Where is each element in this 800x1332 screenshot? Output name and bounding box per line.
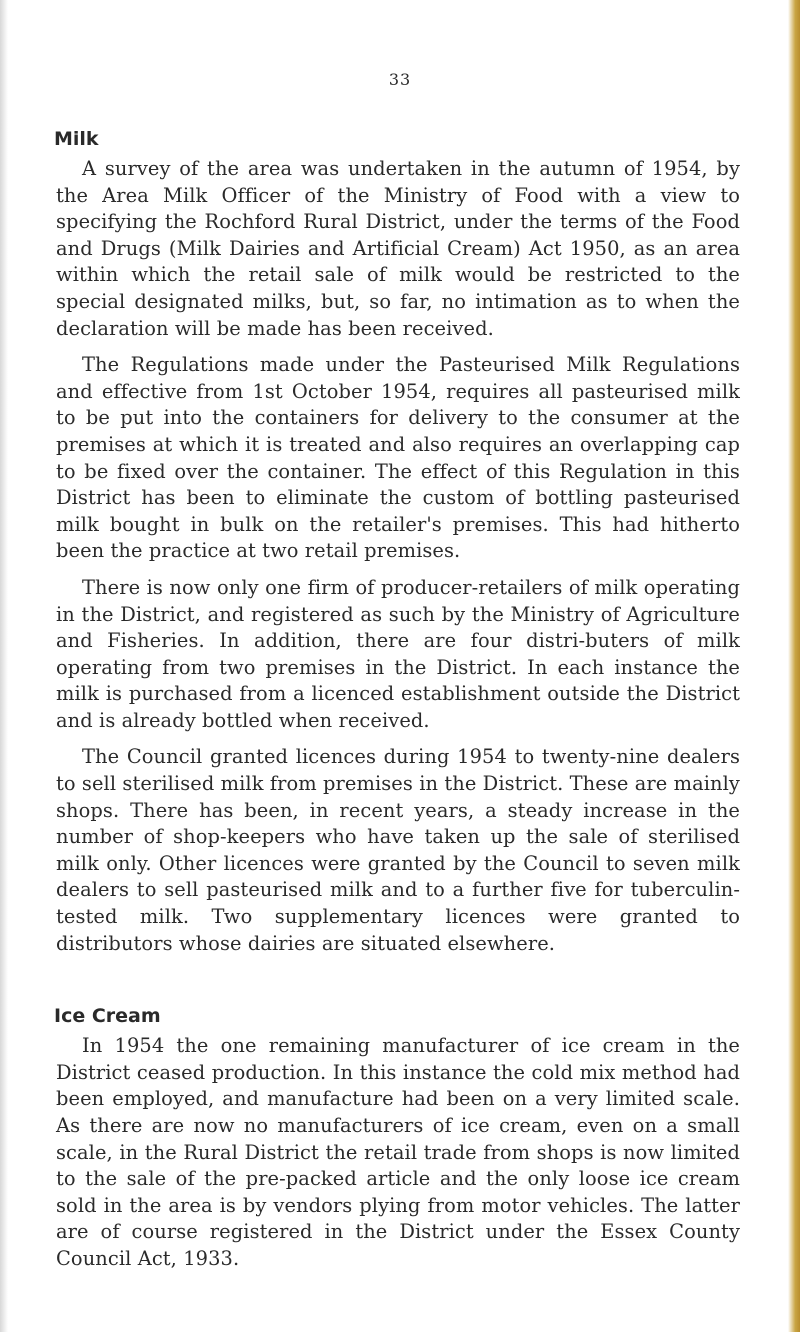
paragraph: The Council granted licences during 1954 to twenty-nine dealers to sell sterilised milk from premises in the District. These are mainly shops. There has been, in recent years, a steady increase in the number of shop-keepers who have taken up the sale of sterilised milk only. Other licences were granted by the Council to seven milk dealers to sell pasteurised milk and to a further five for tuberculin-tested milk. Two supplementary licences were granted to distributors whose dairies are situated elsewhere. [56,745,740,955]
paragraph: There is now only one firm of producer-retailers of milk operating in the District, and registered as such by the Ministry of Agriculture and Fisheries. In addition, there are four distri-buters of milk operating from two premises in the District. In each instance the milk is purchased from a licenced establishment outside the District and is already bottled when received. [56,575,740,732]
section-heading-ice-cream: Ice Cream [54,1005,161,1028]
page-number: 33 [388,70,412,89]
paragraph: A survey of the area was undertaken in the autumn of 1954, by the Area Milk Officer of the Ministry of Food with a view to specifying the Rochford Rural District, under the terms of the Food and Drugs (Milk Dairies and Artificial Cream) Act 1950, as an area within which the retail sale of milk would be restricted to the special designated milks, but, so far, no intimation as to when the declaration will be made has been received. [56,157,740,340]
section-heading-milk: Milk [54,128,99,150]
section-gap [56,967,740,1005]
scan-edge-right [788,0,800,1332]
paragraph: The Regulations made under the Pasteurised Milk Regulations and effective from 1st October 1954, requires all pasteurised milk to be put into the containers for delivery to the consumer at the premises at which it is treated and also requires an overlapping cap to be fixed over the container. The effect of this Regulation in this District has been to eliminate the custom of bottling pasteurised milk bought in bulk on the retailer's premises. This had hitherto been the practice at two retail premises. [56,353,740,563]
document-body [56,128,740,1283]
scan-edge-left [0,0,8,1332]
paragraph: In 1954 the one remaining manufacturer of ice cream in the District ceased production. In this instance the cold mix method had been employed, and manufacture had been on a very limited scale. As there are now no manufacturers of ice cream, even on a small scale, in the Rural District the retail trade from shops is now limited to the sale of the pre-packed article and the only loose ice cream sold in the area is by vendors plying from motor vehicles. The latter are of course registered in the District under the Essex County Council Act, 1933. [56,1034,740,1270]
